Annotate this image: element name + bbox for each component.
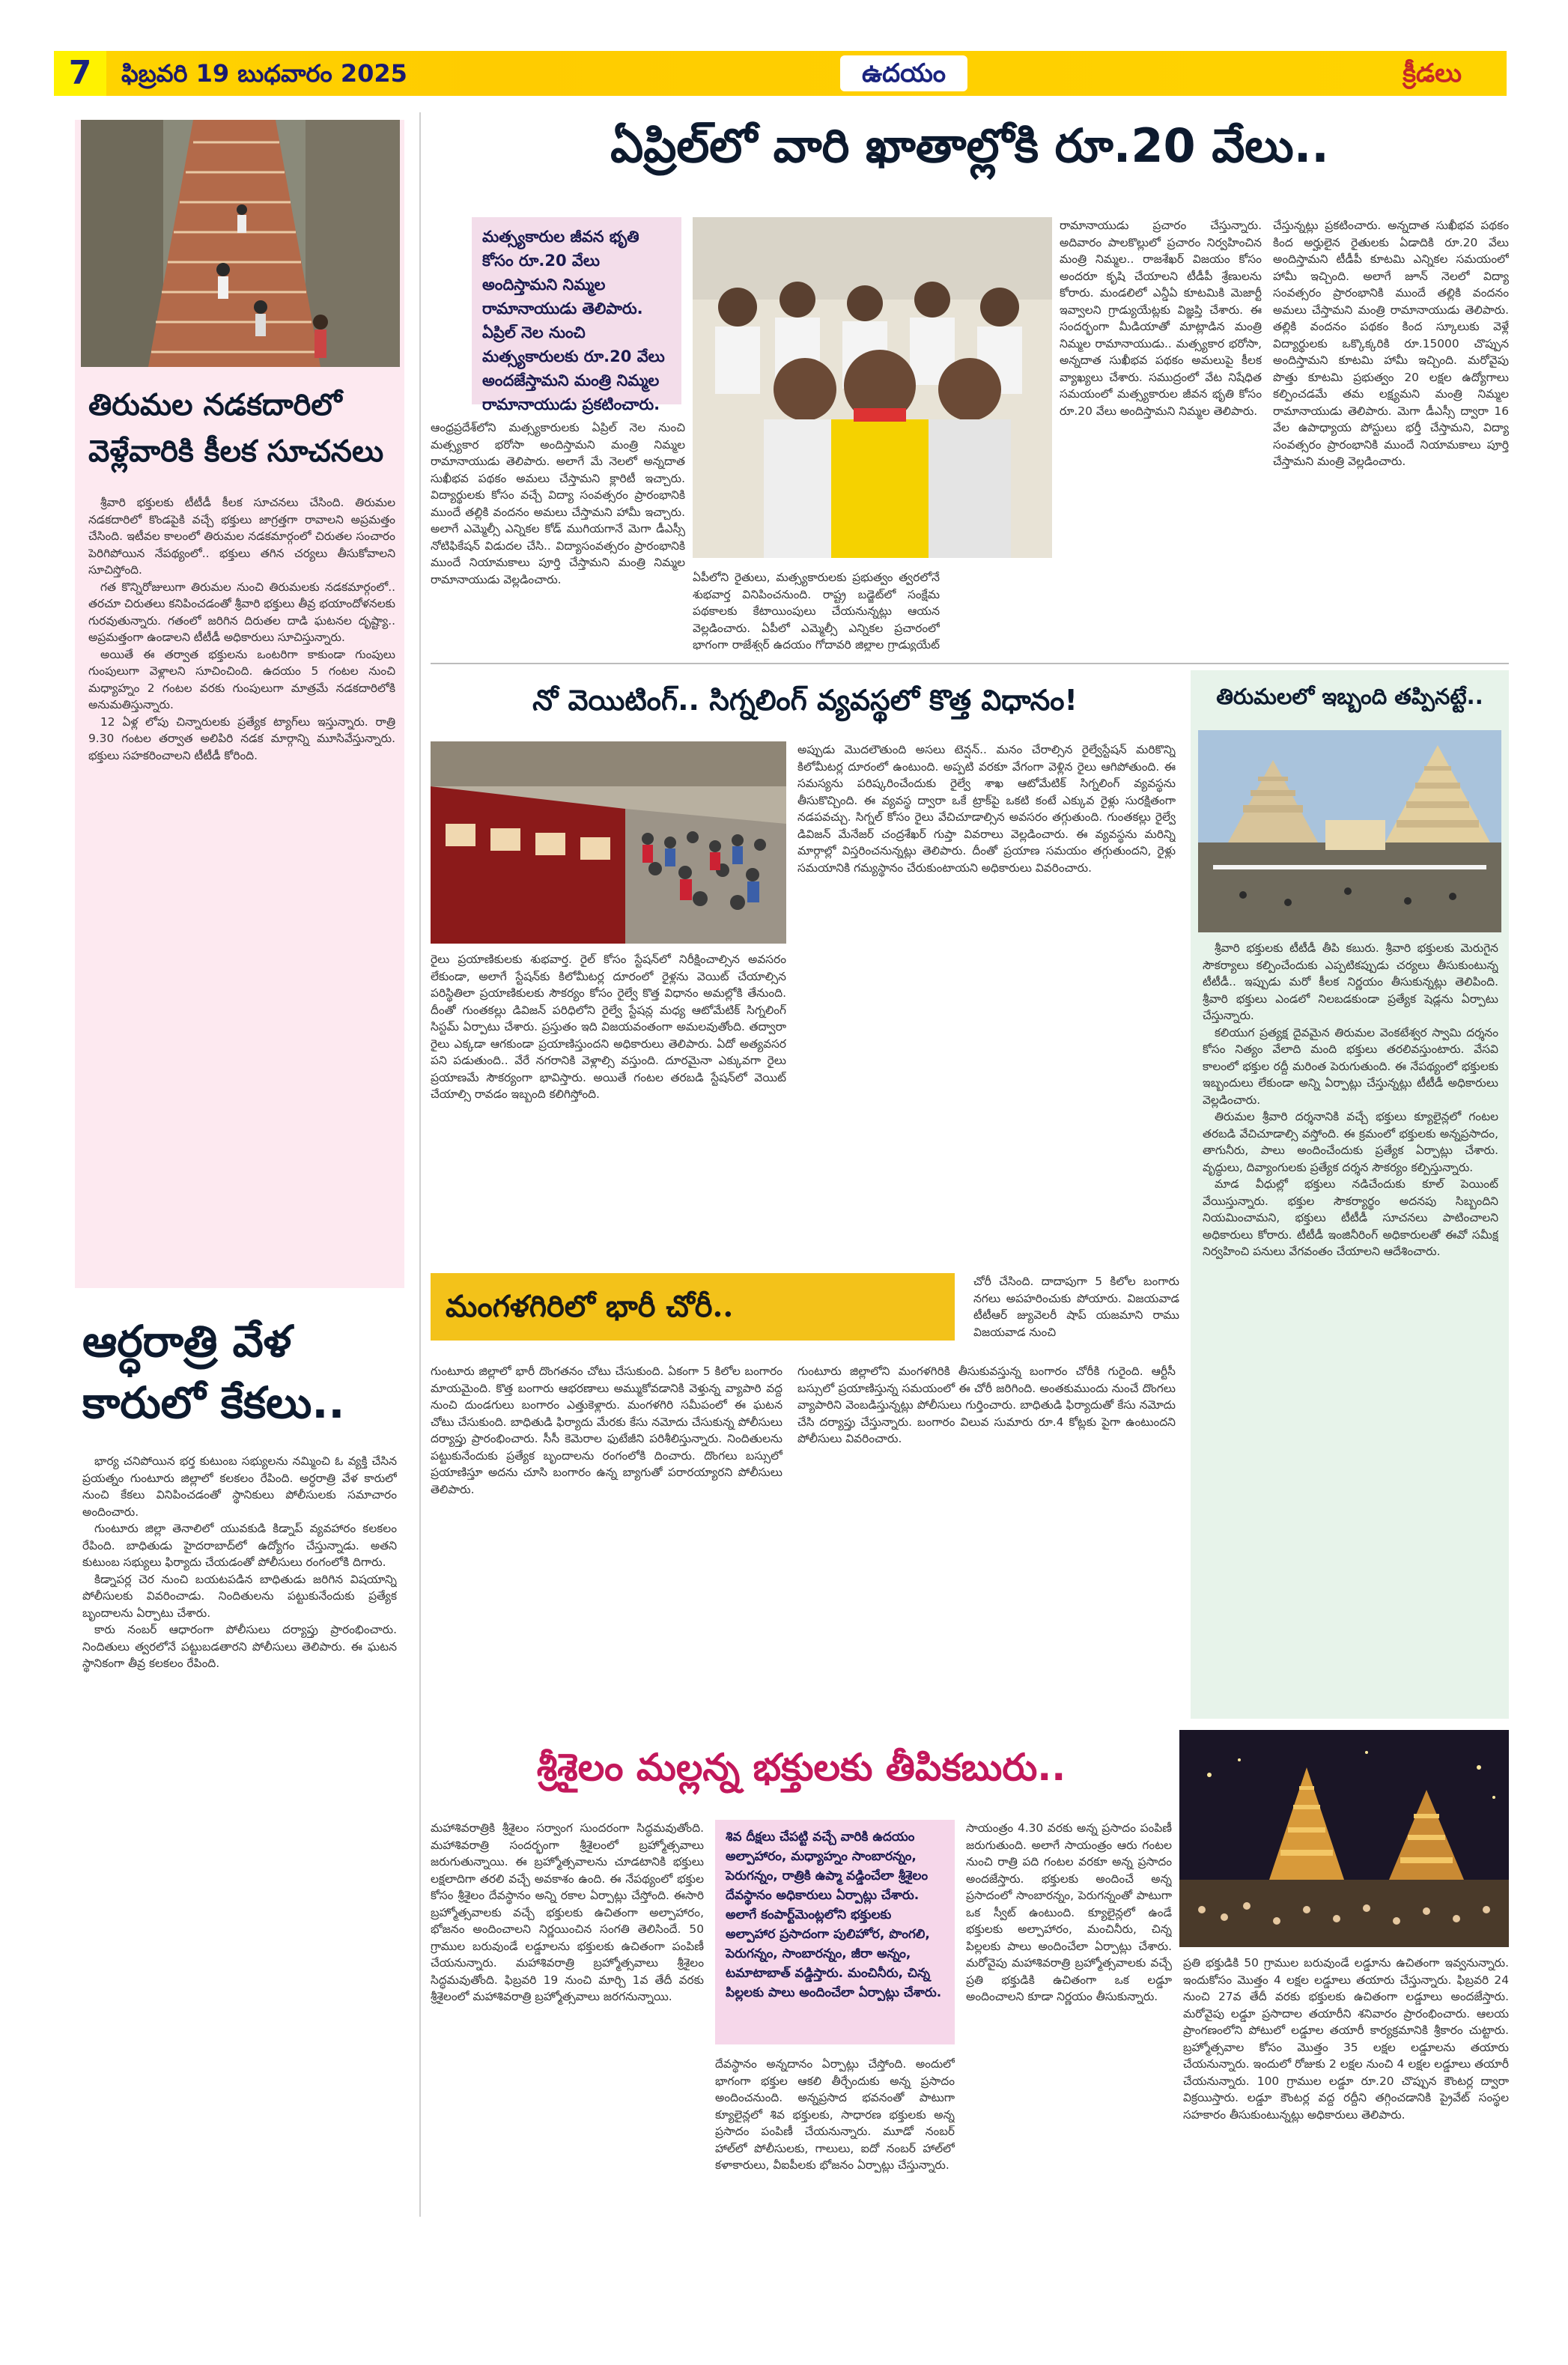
- paragraph: శ్రీవారి భక్తులకు టీటీడీ తీపి కబురు. శ్రీవారి భక్తులకు మెరుగైన సౌకర్యాలు కల్పించేందుకు ఎప్పటికప్పుడు చర్యలు తీసుకుంటున్న టీటీడీ.. ఇప్పుడు మరో కీలక నిర్ణయం తీసుకున్నట్లు తెలిపింది. శ్రీవారి భక్తులు ఎండలో నిలబడకుండా ప్రత్యేక షెడ్లను ఏర్పాటు చేస్తున్నారు.: [1203, 941, 1498, 1022]
- srisailam-col3: సాయంత్రం 4.30 వరకు అన్న ప్రసాదం పంపిణీ జరుగుతుంది. అలాగే సాయంత్రం ఆరు గంటల నుంచి రాత్రి పది గంటల వరకూ అన్న ప్రసాదం అందజేస్తారు. భక్తులకు అందించే అన్న ప్రసాదంలో సాంబారన్నం, పెరుగన్నంతో పాటుగా ఒక స్వీట్ ఉంటుంది. క్యూలైన్లలో ఉండే భక్తులకు అల్పాహారం, మంచినీరు, చిన్న పిల్లలకు పాలు అందించేలా ఏర్పాట్లు చేశారు. మరోవైపు మహాశివరాత్రి బ్రహ్మోత్సవాలకు వచ్చే ప్రతి భక్తుడికి ఉచితంగా ఒక లడ్డూ అందించాలని కూడా నిర్ణయం తీసుకున్నారు.: [966, 1821, 1172, 2003]
- paragraph: కిడ్నాపర్ల చెర నుంచి బయటపడిన బాధితుడు జరిగిన విషయాన్ని పోలీసులకు వివరించాడు. నిందితులను పట్టుకునేందుకు ప్రత్యేక బృందాలను ఏర్పాటు చేశారు.: [82, 1572, 397, 1620]
- tirumala-path-headline: తిరుమల నడకదారిలో వెళ్లేవారికి కీలక సూచనలు: [88, 388, 384, 469]
- srisailam-col1: మహాశివరాత్రికి శ్రీశైలం సర్వాంగ సుందరంగా సిద్ధమవుతోంది. మహాశివరాత్రి సందర్భంగా శ్రీశైలంలో బ్రహ్మోత్సవాలు జరుగుతున్నాయి. ఈ బ్రహ్మోత్సవాలను చూడటానికి భక్తులు లక్షలాదిగా తరలి వచ్చే అవకాశం ఉంది. ఈ నేపథ్యంలో భక్తుల కోసం శ్రీశైలం దేవస్థానం అన్ని రకాల ఏర్పాట్లు చేస్తోంది. ఈసారి బ్రహ్మోత్సవాలకు వచ్చే భక్తులకు ఉచితంగా అల్పాహారం, భోజనం అందించాలని నిర్ణయించిన సంగతి తెలిసిందే. 50 గ్రాముల బరువుండే లడ్డూలను భక్తులకు ఉచితంగా పంపిణీ చేయనున్నారు. మహాశివరాత్రి బ్రహ్మోత్సవాలు శ్రీశైలం సిద్ధమవుతోంది. ఫిబ్రవరి 19 నుంచి మార్చి 1వ తేదీ వరకు శ్రీశైలంలో మహాశివరాత్రి బ్రహ్మోత్సవాలు జరగనున్నాయి.: [431, 1821, 704, 2003]
- mangalagiri-col2: గుంటూరు జిల్లాలోని మంగళగిరికి తీసుకువస్తున్న బంగారం చోరీకి గురైంది. ఆర్టీసీ బస్సులో ప్రయాణిస్తున్న సమయంలో ఈ చోరీ జరిగింది. అంతకుముందు నుంచే దొంగలు వ్యాపారిని వెంబడిస్తున్నట్లు పోలీసులు గుర్తించారు. బాధితుడి ఫిర్యాదుతో కేసు నమోదు చేసి దర్యాప్తు చేస్తున్నారు. బంగారం విలువ సుమారు రూ.4 కోట్లకు పైగా ఉంటుందని పోలీసులు వివరించారు.: [797, 1364, 1176, 1445]
- april-funds-col2: ఏపీలోని రైతులు, మత్స్యకారులకు ప్రభుత్వం త్వరలోనే శుభవార్త వినిపించనుంది. రాష్ట్ర బడ్జెట్‌లో సంక్షేమ పథకాలకు కేటాయింపులు చేయనున్నట్లు ఆయన వెల్లడించారు. ఏపీలో ఎమ్మెల్సీ ఎన్నికల ప్రచారంలో భాగంగా రాజేశ్వర్ ఉదయం గోదావరి జిల్లాల గ్రాడ్యుయేట్: [693, 571, 940, 652]
- railway-platform-photo-icon: [431, 741, 786, 944]
- issue-date: ఫిబ్రవరి 19 బుధవారం 2025: [121, 59, 407, 88]
- tirumala-path-body: [88, 494, 395, 1273]
- paragraph: తిరుమల శ్రీవారి దర్శనానికి వచ్చే భక్తులు క్యూలైన్లలో గంటల తరబడి వేచిచూడాల్సి వస్తోంది. ఈ క్రమంలో భక్తులకు అన్నప్రసాదం, తాగునీరు, పాలు అందించేందుకు ప్రత్యేక ఏర్పాట్లు చేశారు. వృద్ధులు, దివ్యాంగులకు ప్రత్యేక దర్శన సౌకర్యం కల్పిస్తున్నారు.: [1203, 1110, 1498, 1174]
- railway-headline: నో వెయిటింగ్.. సిగ్నలింగ్ వ్యవస్థలో కొత్త విధానం!: [532, 684, 1078, 717]
- april-funds-col4: చేస్తున్నట్లు ప్రకటించారు. అన్నదాత సుఖీభవ పథకం కింద అర్హులైన రైతులకు ఏడాదికి రూ.20 వేలు అందిస్తామని టీడీపీ కూటమి ఎన్నికల సమయంలో హామీ ఇచ్చింది. అలాగే జూన్ నెలలో విద్యా సంవత్సరం ప్రారంభానికి ముందే తల్లికి వందనం అమలు చేస్తామని మంత్రి రామానాయుడు తెలిపారు. తల్లికి వందనం పథకం కింద స్కూలుకు వెళ్లే విద్యార్థులకు ఒక్కొక్కరికి రూ.15000 చొప్పున అందిస్తామని కూటమి హామీ ఇచ్చింది. మరోవైపు పొత్తు కూటమి ప్రభుత్వం 20 లక్షల ఉద్యోగాలు కల్పించడమే తమ లక్ష్యమని మంత్రి నిమ్మల రామానాయుడు తెలిపారు. మెగా డీఎస్సీ ద్వారా 16 వేల ఉపాధ్యాయ పోస్టులు భర్తీ చేస్తామని, విద్యా సంవత్సరం ప్రారంభానికి ముందే నియామకాలు పూర్తి చేస్తామని మంత్రి వెల్లడించారు.: [1273, 219, 1509, 468]
- srisailam-story: [431, 1730, 1509, 2239]
- srisailam-highlight: శివ దీక్షలు చేపట్టి వచ్చే వారికి ఉదయం అల్పాహారం, మధ్యాహ్నం సాంబారన్నం, పెరుగన్నం, రాత్రికి ఉప్మా వడ్డించేలా శ్రీశైలం దేవస్థానం అధికారులు ఏర్పాట్లు చేశారు. అలాగే కంపార్ట్‌మెంట్లలోని భక్తులకు అల్పాహార ప్రసాదంగా పులిహోర, పొంగలి, పెరుగన్నం, సాంబారన్నం, జీరా అన్నం, టమాటాబాత్ వడ్డిస్తారు. మంచినీరు, చిన్న పిల్లలకు పాలు అందించేలా ఏర్పాట్లు చేశారు.: [715, 1820, 955, 2044]
- masthead: [54, 51, 1507, 96]
- paragraph: మాడ వీధుల్లో భక్తులు నడిచేందుకు కూల్ పెయింట్ వేయిస్తున్నారు. భక్తుల సౌకర్యార్థం అదనపు సిబ్బందిని నియమించామని, భక్తులు టీటీడీ సూచనలు పాటించాలని అధికారులు కోరారు. టీటీడీ ఇంజినీరింగ్ అధికారులతో ఈవో సమీక్ష నిర్వహించి పనులు వేగవంతం చేయాలని ఆదేశించారు.: [1203, 1177, 1498, 1258]
- april-funds-quote: మత్స్యకారుల జీవన భృతి కోసం రూ.20 వేలు అందిస్తామని నిమ్మల రామానాయుడు తెలిపారు. ఏప్రిల్ నెల నుంచి మత్స్యకారులకు రూ.20 వేలు అందజేస్తామని మంత్రి నిమ్మల రామానాయుడు ప్రకటించారు.: [472, 217, 681, 404]
- paragraph: శ్రీవారి భక్తులకు టీటీడీ కీలక సూచనలు చేసింది. తిరుమల నడకదారిలో కొండపైకి వచ్చే భక్తులు జాగ్రత్తగా రావాలని అప్రమత్తం చేసింది. ఇటీవల కాలంలో తిరుమల నడకమార్గంలో చిరుతల సంచారం పెరిగిపోయిన నేపథ్యంలో.. భక్తులు తగిన చర్యలు తీసుకోవాలని సూచిస్తోంది.: [88, 496, 395, 577]
- railway-story: [431, 670, 1179, 1262]
- page-number: 7: [54, 51, 106, 96]
- april-funds-col3: రామానాయుడు ప్రచారం చేస్తున్నారు. అదివారం పాలకొల్లులో ప్రచారం నిర్వహించిన మంత్రి నిమ్మల.. రాజశేఖర్ విజయం కోసం అందరూ కృషి చేయాలని టీడీపీ శ్రేణులను కోరారు. మండలిలో ఎన్డీఏ కూటమికి మెజార్టీ ఇవ్వాలని గ్రాడ్యుయేట్లకు విజ్ఞప్తి చేశారు. ఈ సందర్భంగా మీడియాతో మాట్లాడిన మంత్రి నిమ్మల రామానాయుడు.. మత్స్యకార భరోసా, అన్నదాత సుఖీభవ పథకం అమలుపై కీలక వ్యాఖ్యలు చేశారు. సముద్రంలో వేట నిషేధిత సమయంలో మత్స్యకారుల జీవన భృతి కోసం రూ.20 వేలు అందిస్తామని నిమ్మల తెలిపారు.: [1060, 219, 1262, 418]
- april-funds-headline: ఏప్రిల్‌లో వారి ఖాతాల్లోకి రూ.20 వేలు..: [610, 118, 1329, 173]
- car-screams-body: [82, 1453, 397, 2217]
- mangalagiri-col1: గుంటూరు జిల్లాలో భారీ దొంగతనం చోటు చేసుకుంది. ఏకంగా 5 కిలోల బంగారం మాయమైంది. కొత్త బంగారు ఆభరణాలు అమ్ముకోవడానికి వెళ్తున్న వ్యాపారి వద్ద నుంచి దుండగులు బంగారం ఎత్తుకెళ్లారు. మంగళగిరి సమీపంలో ఈ ఘటన చోటు చేసుకుంది. బాధితుడి ఫిర్యాదు మేరకు కేసు నమోదు చేసుకున్న పోలీసులు దర్యాప్తు ప్రారంభించారు. సీసీ కెమెరాల ఫుటేజీని పరిశీలిస్తున్నారు. నిందితులను పట్టుకునేందుకు ప్రత్యేక బృందాలను రంగంలోకి దించారు. దొంగలు బస్సులో ప్రయాణిస్తూ అదను చూసి బంగారం ఉన్న బ్యాగుతో పరారయ్యారని పోలీసులు తెలిపారు.: [431, 1364, 783, 1496]
- srisailam-col2: దేవస్థానం అన్నదానం ఏర్పాట్లు చేస్తోంది. అందులో భాగంగా భక్తుల ఆకలి తీర్చేందుకు అన్న ప్రసాదం అందించనుంది. అన్నప్రసాద భవనంతో పాటుగా క్యూలైన్లలో శివ భక్తులకు, సాధారణ భక్తులకు అన్న ప్రసాదం పంపిణీ చేయనున్నారు. మూడో నంబర్ హాల్‌లో పోలీసులకు, గాలులు, ఐదో నంబర్ హాల్‌లో కళాకారులు, వీఐపీలకు భోజనం ఏర్పాట్లు చేస్తున్నారు.: [715, 2057, 955, 2172]
- paragraph: అయితే ఈ తర్వాత భక్తులను ఒంటరిగా కాకుండా గుంపులు గుంపులుగా వెళ్లాలని సూచించింది. ఉదయం 5 గంటల నుంచి మధ్యాహ్నం 2 గంటల వరకు గుంపులుగా మాత్రమే నడకదారిలోకి అనుమతిస్తున్నారు.: [88, 647, 395, 711]
- car-screams-headline: ఆర్ధరాత్రి వేళ కారులో కేకలు..: [82, 1316, 345, 1428]
- section-divider: [431, 663, 1509, 664]
- srisailam-col4: ప్రతి భక్తుడికి 50 గ్రాముల బరువుండే లడ్డూను ఉచితంగా ఇవ్వనున్నారు. ఇందుకోసం మొత్తం 4 లక్షల లడ్డూలు తయారు చేస్తున్నారు. ఫిబ్రవరి 24 నుంచి 27వ తేదీ వరకు భక్తులకు ఉచితంగా లడ్డూలు అందజేస్తారు. మరోవైపు లడ్డూ ప్రసాదాల తయారీని శనివారం ప్రారంభించారు. ఆలయ ప్రాంగణంలోని పోటులో లడ్డూల తయారీ కార్యక్రమానికి శ్రీకారం చుట్టారు. బ్రహ్మోత్సవాల కోసం మొత్తం 35 లక్షల లడ్డూలను తయారు చేయనున్నారు. ఇందులో రోజుకు 2 లక్షల నుంచి 4 లక్షల లడ్డూలు తయారీ చేయనున్నారు. 100 గ్రాముల లడ్డూ రూ.20 చొప్పున కౌంటర్ల ద్వారా విక్రయిస్తారు. లడ్డూ కౌంటర్ల వద్ద రద్దీని తగ్గించడానికి ప్రైవేట్ సంస్థల సహకారం తీసుకుంటున్నట్లు అధికారులు తెలిపారు.: [1183, 1956, 1509, 2122]
- railway-col1: రైలు ప్రయాణికులకు శుభవార్త. రైల్ కోసం స్టేషన్‌లో నిరీక్షించాల్సిన అవసరం లేకుండా, అలాగే స్టేషన్‌కు కిలోమీటర్ల దూరంలో రైళ్లను వెయిట్ చేయాల్సిన పరిస్థితిలా ప్రయాణికులకు సౌకర్యం కోసం రైల్వే కొత్త విధానం అమల్లోకి తేనుంది. దీంతో గుంతకల్లు డివిజన్ పరిధిలోని రైల్వే స్టేషన్ల మధ్య ఆటోమేటిక్ సిగ్నలింగ్ సిస్టమ్ ఏర్పాటు చేశారు. ప్రస్తుతం ఇది విజయవంతంగా అమలవుతోంది. తద్వారా రైలు ఎక్కడా ఆగకుండా ప్రయాణిస్తుందని అధికారులు తెలిపారు. ఏదో అత్యవసర పని పడుతుంది.. వేరే నగరానికి వెళ్లాల్సి వస్తుంది. దూరమైనా ఎక్కువగా రైలు ప్రయాణమే సౌకర్యంగా భావిస్తారు. అయితే గంటల తరబడి స్టేషన్‌లో వెయిట్ చేయాల్సి రావడం ఇబ్బంది కలిగిస్తోంది.: [431, 953, 786, 1101]
- paragraph: కారు నంబర్ ఆధారంగా పోలీసులు దర్యాప్తు ప్రారంభించారు. నిందితులు త్వరలోనే పట్టుబడతారని పోలీసులు తెలిపారు. ఈ ఘటన స్థానికంగా తీవ్ర కలకలం రేపింది.: [82, 1623, 397, 1670]
- tirumala-path-story: [75, 120, 404, 1288]
- tirumala-relief-headline: తిరుమలలో ఇబ్బంది తప్పినట్టే..: [1216, 684, 1483, 709]
- car-screams-story: [75, 1303, 404, 2232]
- mangalagiri-side-text: చోరీ చేసింది. దాదాపుగా 5 కిలోల బంగారు నగలు అపహరించుకు పోయారు. విజయవాడ టీటీఆర్ జ్యువెలరీ షాప్ యజమాని రాము విజయవాడ నుంచి: [973, 1275, 1179, 1339]
- srisailam-temple-night-photo-icon: [1179, 1730, 1509, 1947]
- paragraph: కలియుగ ప్రత్యక్ష దైవమైన తిరుమల వెంకటేశ్వర స్వామి దర్శనం కోసం నిత్యం వేలాది మంది భక్తులు తరలివస్తుంటారు. వేసవి కాలంలో భక్తుల రద్దీ మరింత పెరుగుతుంది. ఈ నేపథ్యంలో భక్తులకు ఇబ్బందులు లేకుండా అన్ని ఏర్పాట్లు చేస్తున్నట్లు టీటీడీ అధికారులు వెల్లడించారు.: [1203, 1025, 1498, 1107]
- press-meet-photo-icon: [693, 217, 1052, 558]
- paragraph: గుంటూరు జిల్లా తెనాలిలో యువకుడి కిడ్నాప్ వ్యవహారం కలకలం రేపింది. బాధితుడు హైదరాబాద్‌లో ఉద్యోగం చేస్తున్నాడు. అతని కుటుంబ సభ్యులు ఫిర్యాదు చేయడంతో పోలీసులు రంగంలోకి దిగారు.: [82, 1522, 397, 1569]
- tirumala-temple-photo-icon: [1198, 730, 1501, 932]
- srisailam-headline: శ్రీశైలం మల్లన్న భక్తులకు తీపికబురు..: [536, 1746, 1066, 1789]
- mangalagiri-story: [431, 1273, 1179, 1707]
- paragraph: 12 ఏళ్ల లోపు చిన్నారులకు ప్రత్యేక ట్యాగ్‌లు ఇస్తున్నారు. రాత్రి 9.30 గంటల తర్వాత అలిపిరి నడక మార్గాన్ని మూసివేస్తున్నారు. భక్తులు సహకరించాలని టీటీడీ కోరింది.: [88, 714, 395, 762]
- stairway-photo-icon: [81, 120, 400, 367]
- tirumala-relief-story: [1191, 670, 1509, 1719]
- paragraph: గత కొన్నిరోజులుగా తిరుమల నుంచి తిరుమలకు నడకమార్గంలో.. తరచూ చిరుతలు కనిపించడంతో శ్రీవారి భక్తులు తీవ్ర భయాందోళనలకు గురవుతున్నారు. గతంలో జరిగిన దిరుతల దాడి ఘటనల దృష్ట్యా.. అప్రమత్తంగా ఉండాలని టీటీడీ అధికారులు సూచిస్తున్నారు.: [88, 580, 395, 644]
- tirumala-relief-body: [1203, 940, 1498, 1711]
- brand-logo: ఉదయం: [840, 55, 967, 91]
- section-label: క్రీడలు: [1403, 58, 1462, 88]
- column-rule: [419, 112, 421, 2217]
- april-funds-story: [431, 105, 1509, 659]
- mangalagiri-headline: మంగళగిరిలో భారీ చోరీ..: [431, 1273, 955, 1341]
- april-funds-col1: ఆంధ్రప్రదేశ్‌లోని మత్స్యకారులకు ఏప్రిల్ నెల నుంచి మత్స్యకార భరోసా అందిస్తామని మంత్రి నిమ్మల రామానాయుడు తెలిపారు. అలాగే మే నెలలో అన్నదాత సుఖీభవ పథకం అమలు చేస్తామని క్లారిటీ ఇచ్చారు. విద్యార్థులకు కోసం వచ్చే విద్యా సంవత్సరం ప్రారంభానికి ముందే తల్లికి వందనం అమలు చేస్తామని హామీ ఇచ్చారు. అలాగే ఎమ్మెల్సీ ఎన్నికల కోడ్ ముగియగానే మెగా డీఎస్సీ నోటిఫికేషన్ విడుదల చేసి.. విద్యాసంవత్సరం ప్రారంభానికి ముందే నియామకాలు పూర్తి చేస్తామని మంత్రి నిమ్మల రామానాయుడు వెల్లడించారు.: [431, 421, 685, 586]
- paragraph: భార్య చనిపోయిన భర్త కుటుంబ సభ్యులను నమ్మించి ఓ వ్యక్తి చేసిన ప్రయత్నం గుంటూరు జిల్లాలో కలకలం రేపింది. అర్ధరాత్రి వేళ కారులో నుంచి కేకలు వినిపించడంతో స్థానికులు పోలీసులకు సమాచారం అందించారు.: [82, 1454, 397, 1519]
- railway-col2: అప్పుడు మొదలౌతుంది అసలు టెన్షన్.. మనం చేరాల్సిన రైల్వేస్టేషన్ మరికొన్ని కిలోమీటర్ల దూరంలో ఉంటుంది. అప్పటి వరకూ వేగంగా వెళ్లిన రైలు ఆగిపోతుంది. ఈ సమస్యను పరిష్కరించేందుకు రైల్వే శాఖ ఆటోమేటిక్ సిగ్నలింగ్ వ్యవస్థను తీసుకొచ్చింది. ఈ వ్యవస్థ ద్వారా ఒకే ట్రాక్‌పై ఒకటి కంటే ఎక్కువ రైళ్లు సురక్షితంగా నడపవచ్చు. సిగ్నల్ కోసం రైలు వేచిచూడాల్సిన అవసరం తగ్గుతుంది. గుంతకల్లు రైల్వే డివిజన్ మేనేజర్ చంద్రశేఖర్ గుప్తా వివరాలు వెల్లడించారు. ఈ వ్యవస్థను మరిన్ని మార్గాల్లో విస్తరించనున్నట్లు తెలిపారు. దీంతో ప్రయాణ సమయం తగ్గుతుందని, రైళ్లు సమయానికి గమ్యస్థానం చేరుకుంటాయని అధికారులు వివరించారు.: [797, 743, 1176, 875]
